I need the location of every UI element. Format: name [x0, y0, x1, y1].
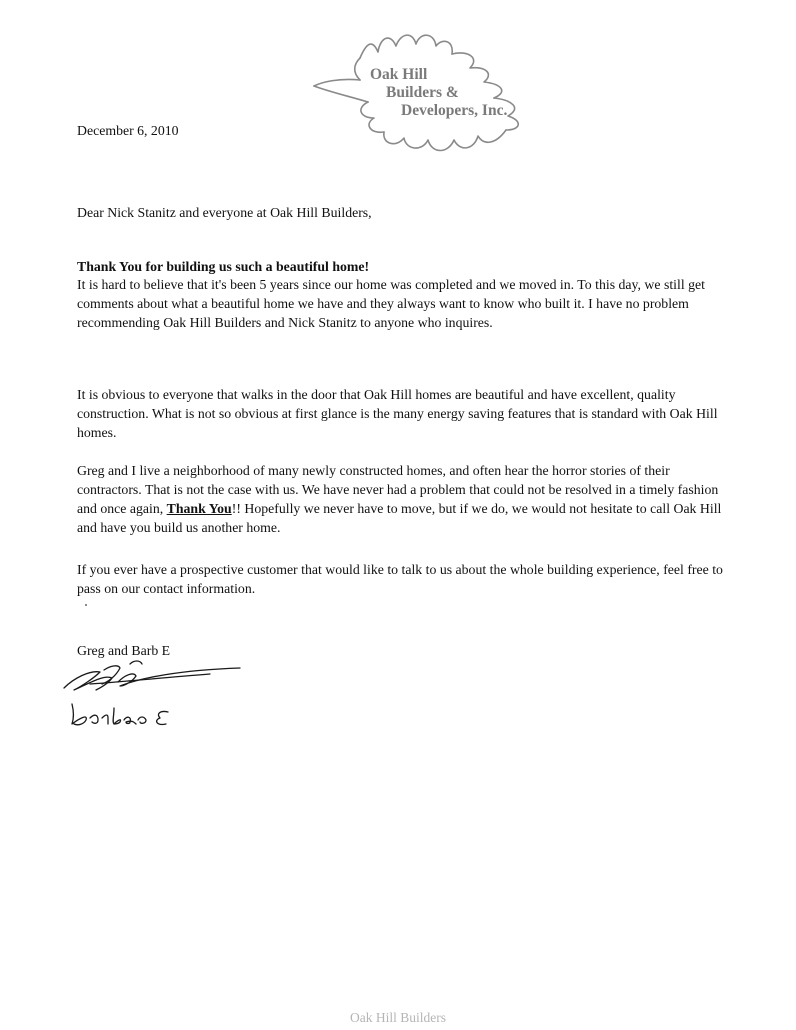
- paragraph-1: [77, 275, 727, 332]
- stray-mark: [85, 604, 87, 606]
- footer-watermark: Oak Hill Builders: [350, 1010, 446, 1025]
- paragraph-3: [77, 461, 727, 537]
- handwritten-signature: [60, 648, 250, 738]
- paragraph-3-before: Greg and I live a neighborhood of many newly constructed homes, and often hear the horror stories of their contractors. That is not the case with us. We have never had a problem that could not be resolved in a timely fashion and once again,: [77, 463, 719, 516]
- letter-heading: Thank You for building us such a beautiful home!: [77, 259, 370, 274]
- logo-line-3: Developers, Inc.: [401, 102, 508, 119]
- signature-icon: [60, 648, 250, 738]
- logo-line-1: Oak Hill: [370, 66, 428, 83]
- paragraph-2: [77, 385, 727, 442]
- logo-line-2: Builders &: [386, 84, 459, 101]
- paragraph-3-text: [77, 461, 727, 537]
- signoff: Greg and Barb E: [77, 643, 171, 658]
- paragraph-4: [77, 560, 727, 598]
- paragraph-3-after: !! Hopefully we never have to move, but if we do, we would not hesitate to call Oak Hill and have you build us another home.: [77, 501, 722, 535]
- paragraph-1-text: It is hard to believe that it's been 5 years since our home was completed and we moved in. To this day, we still get comments about what a beautiful home we have and they always want to know who built it. I have no problem recommending Oak Hill Builders and Nick Stanitz to anyone who inquires.: [77, 277, 705, 330]
- thank-you-emphasis: Thank You: [166, 501, 232, 516]
- letter-date: December 6, 2010: [77, 123, 179, 138]
- paragraph-4-text: If you ever have a prospective customer that would like to talk to us about the whole building experience, feel free to pass on our contact information.: [77, 562, 723, 596]
- salutation: Dear Nick Stanitz and everyone at Oak Hill Builders,: [77, 205, 372, 220]
- paragraph-2-text: It is obvious to everyone that walks in the door that Oak Hill homes are beautiful and have excellent, quality construction. What is not so obvious at first glance is the many energy saving features that is standard with Oak Hill homes.: [77, 387, 718, 440]
